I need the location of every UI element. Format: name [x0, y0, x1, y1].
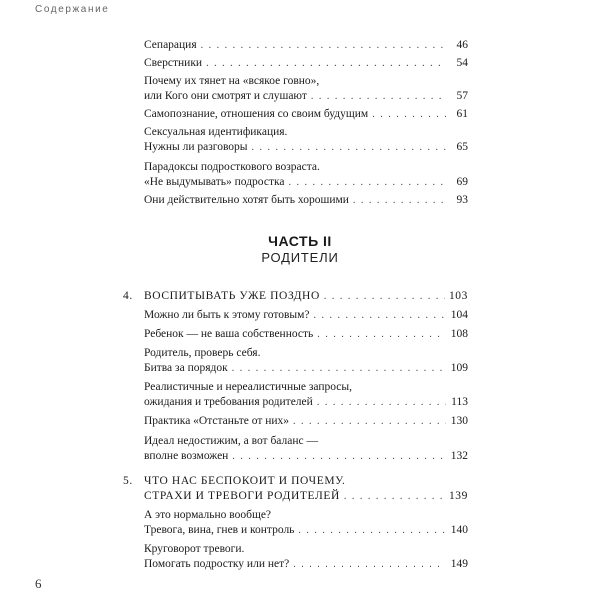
page-number: 69: [456, 176, 468, 188]
dot-leader: [293, 414, 446, 429]
entry-title-line: Круговорот тревоги.: [144, 543, 245, 555]
toc-entry-paradoxes[interactable]: [144, 160, 468, 190]
chapter-title-line: ЧТО НАС БЕСПОКОИТ И ПОЧЕМУ.: [144, 475, 346, 487]
entry-title: Самопознание, отношения со своим будущим: [144, 108, 369, 120]
dot-leader: [353, 193, 446, 208]
toc-entry-why-attracted[interactable]: [144, 74, 468, 104]
page-number: 149: [450, 558, 468, 570]
entry-title: Практика «Отстаньте от них»: [144, 415, 290, 427]
entry-title: Ребенок — не ваша собственность: [144, 328, 314, 340]
entry-title-line: Родитель, проверь себя.: [144, 347, 261, 359]
toc-entry-ready[interactable]: [144, 308, 468, 323]
entry-title-line: Реалистичные и нереалистичные запросы,: [144, 381, 352, 393]
toc-entry-is-it-normal[interactable]: [144, 508, 468, 538]
page-number: 140: [450, 524, 468, 536]
entry-title: Сверстники: [144, 57, 203, 69]
entry-title-line: Идеал недостижим, а вот баланс —: [144, 435, 318, 447]
page-number: 109: [450, 362, 468, 374]
dot-leader: [344, 489, 445, 504]
entry-title: ожидания и требования родителей: [144, 396, 313, 408]
dot-leader: [201, 38, 446, 53]
toc-entry-separation[interactable]: [144, 38, 468, 53]
page-folio: 6: [35, 576, 42, 591]
dot-leader: [288, 175, 446, 190]
dot-leader: [293, 557, 446, 572]
dot-leader: [317, 327, 446, 342]
part-label: ЧАСТЬ II: [268, 233, 332, 249]
chapter-number: 5.: [123, 475, 133, 487]
entry-title: Тревога, вина, гнев и контроль: [144, 524, 295, 536]
running-head: Содержание: [35, 4, 110, 15]
dot-leader: [232, 361, 446, 376]
dot-leader: [314, 308, 446, 323]
dot-leader: [206, 56, 446, 71]
entry-title-line: Почему их тянет на «всякое говно»,: [144, 75, 320, 87]
toc-chapter-5[interactable]: [123, 474, 468, 504]
entry-title: Помогать подростку или нет?: [144, 558, 290, 570]
chapter-number: 4.: [123, 290, 133, 302]
entry-title: «Не выдумывать» подростка: [144, 176, 285, 188]
entry-title-line: Парадоксы подросткового возраста.: [144, 161, 320, 173]
page-number: 46: [456, 39, 468, 51]
chapter-title: СТРАХИ И ТРЕВОГИ РОДИТЕЛЕЙ: [144, 490, 340, 502]
dot-leader: [232, 449, 446, 464]
page-number: 93: [456, 194, 468, 206]
toc-entry-balance[interactable]: [144, 434, 468, 464]
page-number: 57: [456, 90, 468, 102]
chapter-title: ВОСПИТЫВАТЬ УЖЕ ПОЗДНО: [144, 290, 320, 302]
page-number: 65: [456, 141, 468, 153]
page-number: 54: [456, 57, 468, 69]
entry-title: или Кого они смотрят и слушают: [144, 90, 307, 102]
toc-entry-peers[interactable]: [144, 56, 468, 71]
toc-entry-realistic-requests[interactable]: [144, 380, 468, 410]
toc-entry-not-property[interactable]: [144, 327, 468, 342]
part-title: РОДИТЕЛИ: [261, 250, 339, 265]
toc-entry-check-yourself[interactable]: [144, 346, 468, 376]
toc-entry-self-knowledge[interactable]: [144, 107, 468, 122]
entry-title: Битва за порядок: [144, 362, 228, 374]
dot-leader: [372, 107, 446, 122]
page-number: 132: [450, 450, 468, 462]
toc-entry-want-to-be-good[interactable]: [144, 193, 468, 208]
entry-title: Можно ли быть к этому готовым?: [144, 309, 310, 321]
toc-chapter-4[interactable]: [123, 289, 468, 304]
dot-leader: [317, 395, 446, 410]
entry-title: Нужны ли разговоры: [144, 141, 248, 153]
page-number: 103: [448, 290, 468, 302]
dot-leader: [324, 289, 445, 304]
page-number: 108: [450, 328, 468, 340]
page-number: 104: [450, 309, 468, 321]
page-number: 113: [451, 396, 468, 408]
entry-title: вполне возможен: [144, 450, 229, 462]
page-number: 61: [456, 108, 468, 120]
entry-title-line: А это нормально вообще?: [144, 509, 272, 521]
toc-entry-anxiety-cycle[interactable]: [144, 542, 468, 572]
dot-leader: [298, 523, 446, 538]
page-number: 130: [450, 415, 468, 427]
entry-title: Сепарация: [144, 39, 197, 51]
dot-leader: [311, 89, 446, 104]
entry-title: Они действительно хотят быть хорошими: [144, 194, 349, 206]
entry-title-line: Сексуальная идентификация.: [144, 126, 288, 138]
toc-entry-sexual-identification[interactable]: [144, 125, 468, 155]
toc-entry-leave-them[interactable]: [144, 414, 468, 429]
page-number: 139: [448, 490, 468, 502]
dot-leader: [252, 140, 446, 155]
